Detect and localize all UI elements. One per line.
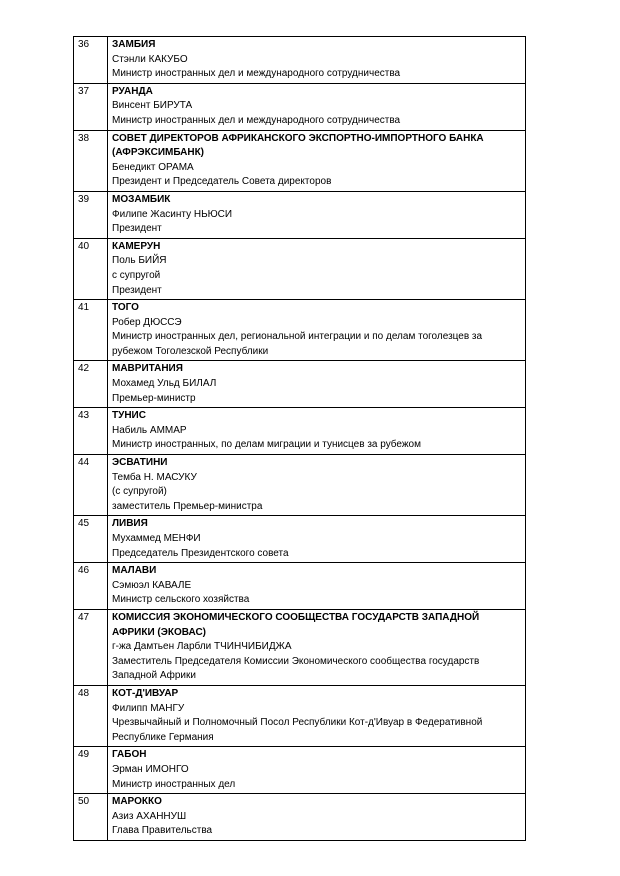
- table-row: [74, 37, 526, 84]
- delegation-cell: [108, 747, 526, 794]
- position-text: Заместитель Председателя Комиссии Экономического сообщества государств Западной Африки: [112, 655, 480, 682]
- row-number: 50: [74, 794, 108, 841]
- delegation-cell: [108, 300, 526, 361]
- person-name: Филипп МАНГУ: [112, 702, 185, 714]
- person-name: Темба Н. МАСУКУ: [112, 471, 197, 483]
- row-number: 37: [74, 83, 108, 130]
- country-name: СОВЕТ ДИРЕКТОРОВ АФРИКАНСКОГО ЭКСПОРТНО-ИМПОРТНОГО БАНКА (АФРЭКСИМБАНК): [112, 132, 484, 159]
- row-number: 43: [74, 408, 108, 455]
- table-row: [74, 130, 526, 191]
- country-name: ЗАМБИЯ: [112, 39, 156, 50]
- country-name: МОЗАМБИК: [112, 193, 171, 205]
- row-number: 39: [74, 191, 108, 238]
- delegation-cell: [108, 130, 526, 191]
- table-row: [74, 300, 526, 361]
- row-number: 46: [74, 563, 108, 610]
- person-name: Мухаммед МЕНФИ: [112, 533, 201, 544]
- person-name: Сэмюэл КАВАЛЕ: [112, 579, 192, 591]
- table-row: [74, 747, 526, 794]
- delegation-cell: [108, 516, 526, 563]
- person-name: Мохамед Ульд БИЛАЛ: [112, 378, 217, 390]
- delegation-cell: [108, 37, 526, 84]
- country-name: КОМИССИЯ ЭКОНОМИЧЕСКОГО СООБЩЕСТВА ГОСУДАРСТВ ЗАПАДНОЙ АФРИКИ (ЭКОВАС): [112, 611, 480, 638]
- delegation-cell: [108, 83, 526, 130]
- row-number: 45: [74, 516, 108, 563]
- position-text: Президент: [112, 284, 162, 296]
- delegation-cell: [108, 408, 526, 455]
- delegation-cell: [108, 455, 526, 516]
- country-name: ГАБОН: [112, 749, 147, 761]
- person-name: г-жа Дамтьен Ларбли ТЧИНЧИБИДЖА: [112, 641, 292, 653]
- row-number: 36: [74, 37, 108, 84]
- row-number: 41: [74, 300, 108, 361]
- position-text: Глава Правительства: [112, 825, 213, 837]
- position-text: заместитель Премьер-министра: [112, 500, 263, 512]
- position-text: Министр иностранных дел: [112, 778, 236, 790]
- country-name: ТОГО: [112, 302, 139, 314]
- country-name: МАВРИТАНИЯ: [112, 363, 183, 375]
- row-number: 40: [74, 238, 108, 299]
- delegation-cell: [108, 361, 526, 408]
- position-text: Министр иностранных дел и международного сотрудничества: [112, 68, 401, 80]
- row-number: 47: [74, 609, 108, 685]
- table-row: [74, 516, 526, 563]
- person-name: Бенедикт ОРАМА: [112, 161, 194, 173]
- delegation-cell: [108, 685, 526, 746]
- country-name: ЛИВИЯ: [112, 518, 148, 530]
- country-name: МАРОККО: [112, 796, 162, 808]
- position-text: Чрезвычайный и Полномочный Посол Республики Кот-д'Ивуар в Федеративной Республике Германия: [112, 717, 483, 743]
- person-name: Поль БИЙЯ: [112, 255, 167, 267]
- position-text: Министр сельского хозяйства: [112, 594, 250, 606]
- position-text: Министр иностранных дел, региональной интеграции и по делам тоголезцев за рубежом Тоголезской Республики: [112, 331, 483, 357]
- person-name: Набиль АММАР: [112, 424, 187, 436]
- row-number: 48: [74, 685, 108, 746]
- position-text: Президент и Председатель Совета директоров: [112, 176, 332, 188]
- table-row: [74, 685, 526, 746]
- person-name: Робер ДЮССЭ: [112, 316, 182, 328]
- country-name: КАМЕРУН: [112, 240, 161, 252]
- delegations-table: [73, 36, 526, 841]
- position-text: Министр иностранных дел и международного сотрудничества: [112, 114, 401, 126]
- table-row: [74, 455, 526, 516]
- table-row: [74, 609, 526, 685]
- person-name: Филипе Жасинту НЬЮСИ: [112, 208, 233, 220]
- row-number: 38: [74, 130, 108, 191]
- table-row: [74, 83, 526, 130]
- person-name: Эрман ИМОНГО: [112, 763, 189, 775]
- delegation-cell: [108, 609, 526, 685]
- delegation-cell: [108, 794, 526, 841]
- table-row: [74, 361, 526, 408]
- table-row: [74, 191, 526, 238]
- person-name: Стэнли КАКУБО: [112, 53, 188, 65]
- country-name: ТУНИС: [112, 410, 146, 422]
- table-row: [74, 563, 526, 610]
- country-name: КОТ-Д'ИВУАР: [112, 687, 179, 699]
- row-number: 49: [74, 747, 108, 794]
- delegation-cell: [108, 191, 526, 238]
- table-row: [74, 794, 526, 841]
- position-text: с супругой: [112, 269, 161, 281]
- table-row: [74, 238, 526, 299]
- row-number: 44: [74, 455, 108, 516]
- country-name: ЭСВАТИНИ: [112, 457, 168, 469]
- country-name: РУАНДА: [112, 85, 153, 97]
- delegation-cell: [108, 563, 526, 610]
- delegation-cell: [108, 238, 526, 299]
- position-text: (с супругой): [112, 486, 167, 498]
- position-text: Председатель Президентского совета: [112, 547, 289, 559]
- table-row: [74, 408, 526, 455]
- table-body: [74, 37, 526, 841]
- row-number: 42: [74, 361, 108, 408]
- person-name: Азиз АХАННУШ: [112, 810, 187, 822]
- position-text: Министр иностранных, по делам миграции и тунисцев за рубежом: [112, 439, 421, 451]
- country-name: МАЛАВИ: [112, 565, 157, 577]
- position-text: Премьер-министр: [112, 392, 196, 404]
- position-text: Президент: [112, 223, 162, 235]
- person-name: Винсент БИРУТА: [112, 100, 193, 112]
